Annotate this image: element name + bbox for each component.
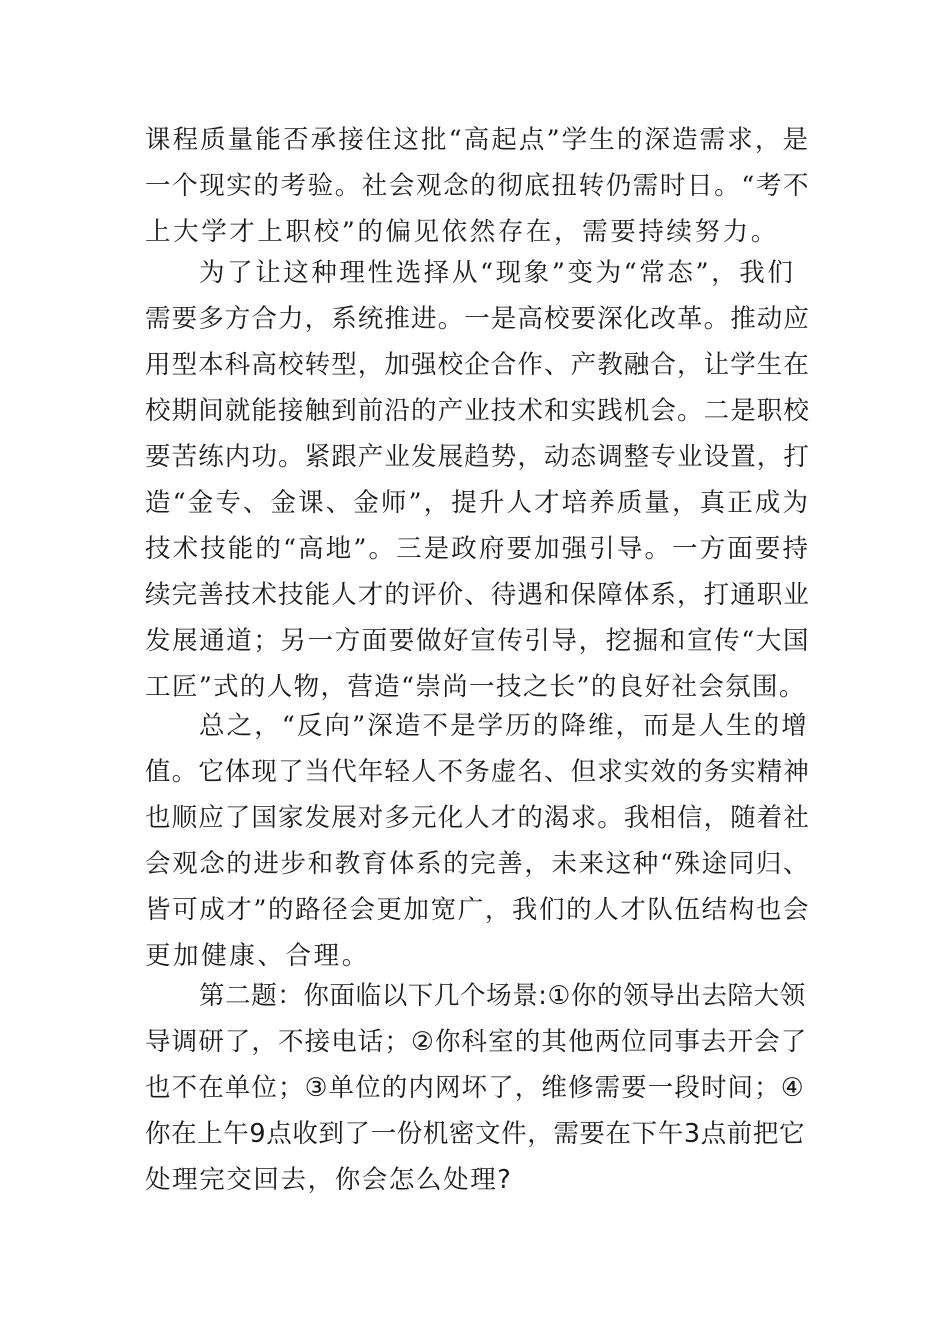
paragraph-line: 会观念的进步和教育体系的完善，未来这种“殊途同归、 (145, 849, 811, 879)
question-2 (145, 973, 810, 1203)
continuation-paragraph (145, 117, 810, 255)
paragraph-line: 续完善技术技能人才的评价、待遇和保障体系，打通职业 (145, 580, 811, 610)
question-line: 第二题：你面临以下几个场景:①你的领导出去陪大领 (199, 981, 806, 1011)
paragraph-line: 值。它体现了当代年轻人不务虚名、但求实效的务实精神 (145, 757, 811, 787)
paragraph-line: 需要多方合力，系统推进。一是高校要深化改革。推动应 (145, 304, 811, 334)
question-line: 你在上午9点收到了一份机密文件，需要在下午3点前把它 (145, 1119, 806, 1149)
paragraph-conclusion (145, 703, 810, 979)
paragraph-line: 为了让这种理性选择从“现象”变为“常态”，我们 (199, 258, 796, 288)
paragraph-measures (145, 250, 810, 710)
paragraph-line: 上大学才上职校”的偏见依然存在，需要持续努力。 (145, 217, 779, 247)
paragraph-line: 技术技能的“高地”。三是政府要加强引导。一方面要持 (145, 534, 811, 564)
paragraph-line: 更加健康、合理。 (145, 941, 370, 971)
paragraph-line: 要苦练内功。紧跟产业发展趋势，动态调整专业设置，打 (145, 442, 811, 472)
paragraph-line: 课程质量能否承接住这批“高起点”学生的深造需求，是 (145, 125, 811, 155)
paragraph-line: 发展通道；另一方面要做好宣传引导，挖掘和宣传“大国 (145, 626, 811, 656)
paragraph-line: 工匠”式的人物，营造“崇尚一技之长”的良好社会氛围。 (145, 672, 806, 702)
paragraph-line: 一个现实的考验。社会观念的彻底扭转仍需时日。“考不 (145, 171, 811, 201)
paragraph-line: 造“金专、金课、金师”，提升人才培养质量，真正成为 (145, 488, 811, 518)
question-line: 处理完交回去，你会怎么处理? (145, 1165, 513, 1195)
paragraph-line: 总之，“反向”深造不是学历的降维，而是人生的增 (199, 711, 809, 741)
question-line: 导调研了，不接电话；②你科室的其他两位同事去开会了 (145, 1027, 808, 1057)
question-line: 也不在单位；③单位的内网坏了，维修需要一段时间；④ (145, 1073, 805, 1103)
paragraph-line: 校期间就能接触到前沿的产业技术和实践机会。二是职校 (145, 396, 811, 426)
paragraph-line: 用型本科高校转型，加强校企合作、产教融合，让学生在 (145, 350, 811, 380)
paragraph-line: 皆可成才”的路径会更加宽广，我们的人才队伍结构也会 (145, 895, 811, 925)
paragraph-line: 也顺应了国家发展对多元化人才的渴求。我相信，随着社 (145, 803, 811, 833)
